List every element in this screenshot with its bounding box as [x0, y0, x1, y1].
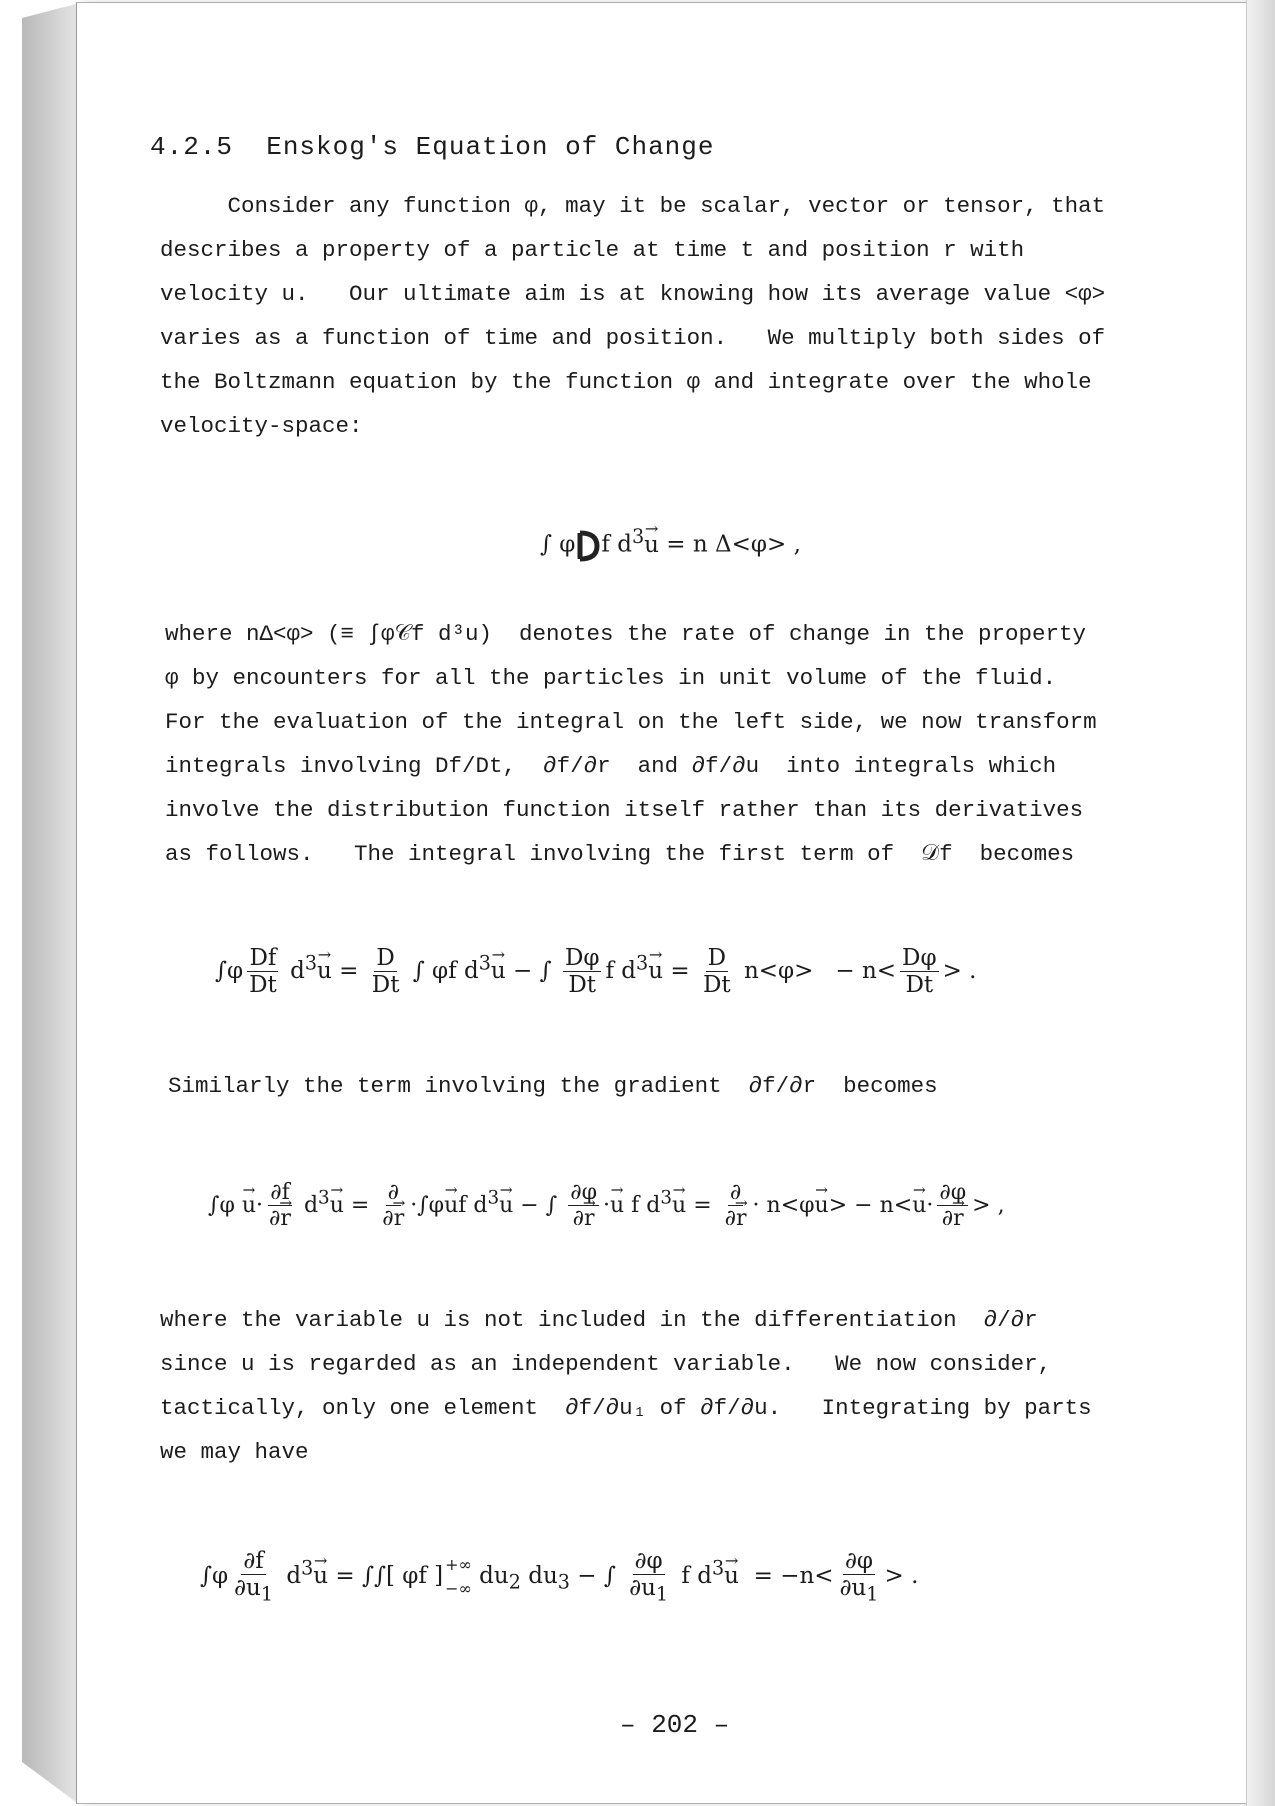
text-line: tactically, only one element ∂f/∂u₁ of ∂f/∂u. Integrating by parts: [160, 1395, 1092, 1421]
text-line: as follows. The integral involving the first term of 𝒟f becomes: [165, 841, 1075, 867]
page-right-edge: [1246, 0, 1275, 1806]
paragraph-3: [168, 1064, 1218, 1108]
text-line: where nΔ<φ> (≡ ∫φ𝒞f d³u) denotes the rate of change in the property: [165, 621, 1087, 647]
text-line: where the variable u is not included in the differentiation ∂/∂r: [160, 1307, 1038, 1333]
text-line: For the evaluation of the integral on the left side, we now transform: [165, 709, 1097, 735]
text-line: varies as a function of time and position. We multiply both sides of: [160, 325, 1106, 351]
equation-3: ∫φ → u· $\frac{\partial f}{\partial\to r}$ $d^3\to u$ = $\frac{\partial}{\partial\to r}$ ·∫φ→ uf $d^3\to u$ − ∫ $\frac{\partial\varphi}{\partial\to r}$ ·→ u f $d^3\to u$ = $\frac{\partial}{\partial\to r}$ · n<φ→ u> − n<→ u· $\frac{\partial\varphi}{\partial\to r}$ > ,: [208, 1180, 1005, 1232]
text-line: since u is regarded as an independent variable. We now consider,: [160, 1351, 1052, 1377]
text-line: integrals involving Df/Dt, ∂f/∂r and ∂f/∂u into integrals which: [165, 753, 1057, 779]
paragraph-1: [160, 184, 1210, 448]
text-line: φ by encounters for all the particles in unit volume of the fluid.: [165, 665, 1057, 691]
paragraph-2: [165, 612, 1215, 876]
book-edge: [22, 4, 76, 1802]
text-line: the Boltzmann equation by the function φ and integrate over the whole: [160, 369, 1092, 395]
text-line: velocity u. Our ultimate aim is at knowing how its average value <φ>: [160, 281, 1106, 307]
text-line: describes a property of a particle at time t and position r with: [160, 237, 1025, 263]
text-line: Consider any function φ, may it be scalar, vector or tensor, that: [160, 193, 1106, 219]
equation-4: ∫φ $\frac{\partial f}{\partial u_1}$ $d^3\to u$ = ∫∫[ φf ] +∞ −∞ $du_2$ $du_3$ − ∫ $\frac{\partial\varphi}{\partial u_1}$ f $d^3\to u = -n<$ $\frac{\partial\varphi}{\partial u_1}$ > .: [200, 1548, 918, 1606]
text-line: we may have: [160, 1439, 309, 1465]
text-line: velocity-space:: [160, 413, 363, 439]
equation-2: ∫φ $\frac{Df}{Dt}$ $d^3\to u$ = $\frac{D}{Dt}$ ∫ φf $d^3\to u$ − ∫ $\frac{D\varphi}{Dt}$ f $d^3\to u$ = $\frac{D}{Dt}$ n<φ> − n< $\frac{D\varphi}{Dt}$ > .: [215, 945, 976, 999]
paragraph-4: [160, 1298, 1210, 1474]
section-heading: 4.2.5 Enskog's Equation of Change: [150, 132, 715, 162]
text-line: involve the distribution function itself rather than its derivatives: [165, 797, 1084, 823]
text-line: Similarly the term involving the gradient ∂f/∂r becomes: [168, 1073, 938, 1099]
collision-operator-d-icon: [575, 529, 601, 563]
equation-1: ∫ φ f $d^3\to u = n$ Δ<φ> ,: [540, 525, 801, 563]
page-number: – 202 –: [620, 1710, 730, 1740]
